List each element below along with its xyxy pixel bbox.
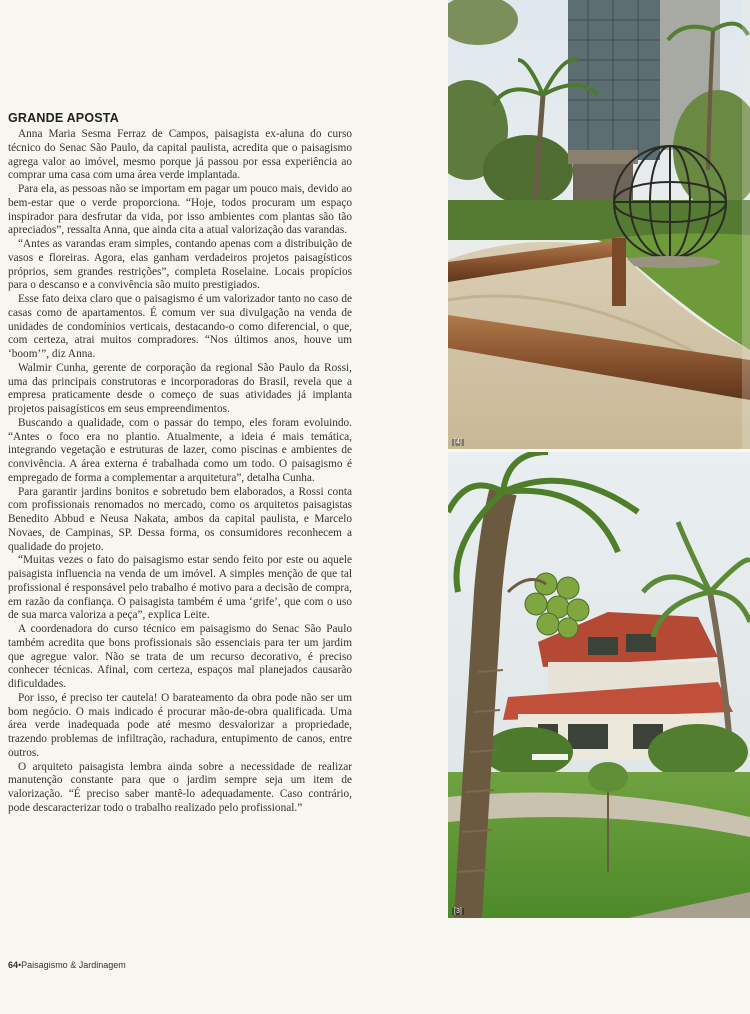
paragraph-1: Anna Maria Sesma Ferraz de Campos, paisagista ex-aluna do curso técnico do Senac São Paulo, da capital paulista, acredita que o paisagismo agrega valor ao imóvel, mesmo porque já passou por essa experiência ao comprar uma casa com uma área verde implantada. — [8, 128, 352, 182]
photo-house-garden — [448, 452, 750, 918]
photo-caption-3: [3] — [454, 908, 462, 915]
paragraph-10: Por isso, é preciso ter cautela! O barateamento da obra pode não ser um bom negócio. O mais indicado é procurar mão-de-obra qualificada. Uma área verde inadequada pode até mesmo desvalorizar a propriedade, trazendo problemas de infiltração, rachadura, entupimento de canos, entre outros. — [8, 691, 352, 759]
paragraph-4: Esse fato deixa claro que o paisagismo é um valorizador tanto no caso de casas como de apartamentos. É comum ver sua divulgação na venda de unidades de condomínios verticais, destacando-o como diferencial, o que, com certeza, atrai muitos compradores. “Nos últimos anos, houve um ‘boom’”, diz Anna. — [8, 293, 352, 360]
paragraph-3: “Antes as varandas eram simples, contando apenas com a distribuição de vasos e floreiras. Agora, elas ganham verdadeiros projetos paisagísticos próprios, sem grandes restrições”, completa Roselaine. Locais propícios para o descanso e a convivência são muito prestigiados. — [8, 238, 352, 292]
house-garden-illustration — [448, 452, 750, 918]
paragraph-7: Para garantir jardins bonitos e sobretudo bem elaborados, a Rossi conta com profissionais renomados no mercado, como os arquitetos paisagistas Benedito Abbud e Neusa Nakata, ambos da capital paulista, e Marcelo Novaes, de Campinas, SP. Dessa forma, os consumidores reconhecem a qualidade do projeto. — [8, 485, 352, 553]
section-heading: GRANDE APOSTA — [8, 111, 119, 125]
page-footer — [8, 960, 126, 970]
footer-separator: • — [18, 960, 22, 970]
paragraph-5: Walmir Cunha, gerente de corporação da regional São Paulo da Rossi, uma das principais construtoras e incorporadoras do Brasil, revela que a empresa praticamente desde o começo de suas atividades já implanta projetos paisagísticos em seus empreendimentos. — [8, 361, 352, 415]
article-body — [8, 128, 352, 816]
photo-garden-path — [448, 0, 750, 449]
garden-path-illustration — [448, 0, 750, 449]
photo-caption-4: [4] — [454, 439, 462, 446]
paragraph-9: A coordenadora do curso técnico em paisagismo do Senac São Paulo também acredita que bons profissionais são essenciais para ter um jardim que agregue valor. Não se trata de um recurso decorativo, é preciso conhecer técnicas. Afinal, com certeza, espaços mal planejados causarão dificuldades. — [8, 623, 352, 690]
magazine-name: Paisagismo & Jardinagem — [21, 960, 126, 970]
article-column — [8, 111, 352, 816]
page-number: 64 — [8, 960, 19, 970]
paragraph-11: O arquiteto paisagista lembra ainda sobre a necessidade de realizar manutenção constante para que o jardim sempre seja um item de valorização. “É preciso saber mantê-lo adequadamente. Caso contrário, pode descaracterizar todo o trabalho realizado pelo profissional.” — [8, 760, 352, 814]
paragraph-8: “Muitas vezes o fato do paisagismo estar sendo feito por este ou aquele paisagista influencia na venda de um imóvel. A simples menção de que tal profissional é responsável pelo trabalho é motivo para a decisão de compra, em razão da confiança. O paisagista também é uma ‘grife’, que com o uso de sua marca valoriza a peça”, explica Leite. — [8, 554, 352, 622]
paragraph-2: Para ela, as pessoas não se importam em pagar um pouco mais, devido ao bem-estar que o verde proporciona. “Hoje, todos procuram um espaço inspirador para desfrutar da vida, por isso ambientes com plantas são tão apreciados”, ressalta Anna, que ainda cita a atual valorização das varandas. — [8, 183, 352, 237]
paragraph-6: Buscando a qualidade, com o passar do tempo, eles foram evoluindo. “Antes o foco era no plantio. Atualmente, a ideia é mais temática, integrando vegetação e estruturas de lazer, como piscinas e ambientes de convivência. A área externa é trabalhada como um todo. O paisagismo é empregado de forma a complementar a arquitetura”, detalha Cunha. — [8, 416, 352, 484]
